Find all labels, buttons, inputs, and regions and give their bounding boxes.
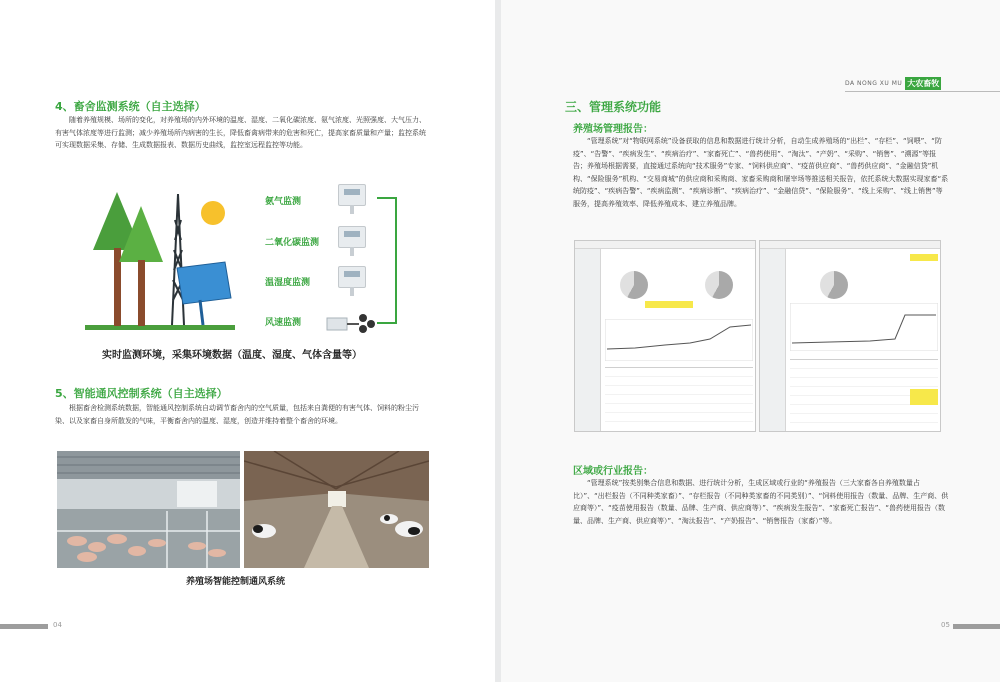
pie-chart-icon xyxy=(620,271,648,299)
temp-humidity-sensor-icon xyxy=(338,266,366,288)
pie-chart-icon xyxy=(820,271,848,299)
page-bar-right xyxy=(953,624,1000,629)
right-page xyxy=(501,0,1000,682)
left-page xyxy=(0,0,495,682)
section3-title: 三、管理系统功能 xyxy=(565,100,662,114)
page-number-right: 05 xyxy=(941,621,950,629)
farm-report-subtitle: 养殖场管理报告： xyxy=(573,124,653,135)
section4-paragraph: 随着养殖规模、场所的变化，对养殖场的内外环境的温度、湿度、二氧化碳浓度、氨气浓度、光照强度、大气压力、有害气体浓度等进行监测；减少养殖场所内病害的生长，降低畜禽病带来的危害和死亡，提高家畜质量和产量；监控系统可实现数据采集、存储、生成数据报表、数据历史曲线，监控室远程监控等功能。 xyxy=(55,116,426,149)
farm-scene-icon xyxy=(85,180,235,330)
sensor-connector-line xyxy=(377,197,397,324)
sensor-label-co2: 二氧化碳监测 xyxy=(265,238,320,248)
pig-barn-photo xyxy=(57,451,240,568)
section5-caption: 养殖场智能控制通风系统 xyxy=(186,577,286,587)
farm-report-paragraph: “管理系统”对“物联网系统”设备获取的信息和数据进行统计分析，自动生成养殖场的“出栏”、“存栏”、“饲喂”、“防疫”、“告警”、“疾病发生”、“疾病治疗”、“家畜死亡”、“兽药使用”、“淘汰”、“产奶”、“采购”、“销售”、“溯源”等报告；养殖场根据需要，直接通过系统向“技术服务”专家、“饲料供应商”、“疫苗供应商”、“兽药供应商”、“金融信贷”机构、“保险服务”机构、“交易商城”的供应商和采购商、家畜采购商和屠宰场等推送相关报告，依托系统大数据实现家畜“系统防疫”、“疾病告警”、“疾病监测”、“疾病诊断”、“疾病治疗”、“金融信贷”、“保险服务”、“线上采购”、“线上销售”等服务，提高养殖效率、降低养殖成本、建立养殖品牌。 xyxy=(573,137,949,208)
section4-title: 4、畜舍监测系统（自主选择） xyxy=(55,100,206,113)
data-table xyxy=(605,367,753,429)
section5-paragraph: 根据畜舍检测系统数据，智能通风控制系统自动调节畜舍内的空气质量，包括来自粪便的有害气体、饲料的粉尘污染、以及家畜自身所散发的气味，平衡畜舍内的温度、湿度，创造并维持着整个畜舍的环境。 xyxy=(55,404,419,425)
screenshot-header xyxy=(760,241,940,249)
sensor-label-temp-humidity: 温湿度监测 xyxy=(265,278,311,288)
screenshot-header xyxy=(575,241,755,249)
screenshot-sidebar xyxy=(575,249,601,431)
pie-chart-icon xyxy=(705,271,733,299)
brand-pinyin: DA NONG XU MU xyxy=(845,79,903,87)
brand-logo xyxy=(845,76,941,90)
report-screenshot-1 xyxy=(574,240,756,432)
anemometer-icon xyxy=(325,310,377,338)
sensor-label-ammonia: 氨气监测 xyxy=(265,197,302,207)
report-screenshot-2 xyxy=(759,240,941,432)
region-report-paragraph: “管理系统”按类别集合信息和数据、进行统计分析，生成区域或行业的“养殖报告（三大家畜各自养殖数量占比）”、“出栏报告（不同种类家畜）”、“存栏报告（不同种类家畜的不同类别）”、“饲料使用报告（数量、品牌、生产商、供应商等）”、“疫苗使用报告（数量、品牌、生产商、供应商等）”、“疾病发生报告”、“家畜死亡报告”、“兽药使用报告（数量、品牌、生产商、供应商等）”、“淘汰报告”、“产奶报告”、“销售报告（家畜）”等。 xyxy=(573,479,949,525)
line-chart-icon xyxy=(790,303,938,351)
monitoring-illustration xyxy=(85,180,235,330)
brand-name: 大农畜牧 xyxy=(907,78,940,88)
line-chart-icon xyxy=(605,319,753,361)
highlight-tag xyxy=(645,301,693,308)
screenshot-sidebar xyxy=(760,249,786,431)
cow-barn-photo xyxy=(244,451,429,568)
header-rule xyxy=(845,91,1000,92)
co2-sensor-icon xyxy=(338,226,366,248)
highlight-tag xyxy=(910,389,938,405)
page-number-left: 04 xyxy=(53,621,62,629)
page-bar-left xyxy=(0,624,48,629)
ammonia-sensor-icon xyxy=(338,184,366,206)
section4-caption: 实时监测环境，采集环境数据（温度、湿度、气体含量等） xyxy=(102,350,362,361)
section5-title: 5、智能通风控制系统（自主选择） xyxy=(55,387,228,400)
sensor-label-wind-speed: 风速监测 xyxy=(265,318,302,328)
region-report-subtitle: 区域或行业报告： xyxy=(573,466,653,477)
highlight-tag xyxy=(910,254,938,261)
